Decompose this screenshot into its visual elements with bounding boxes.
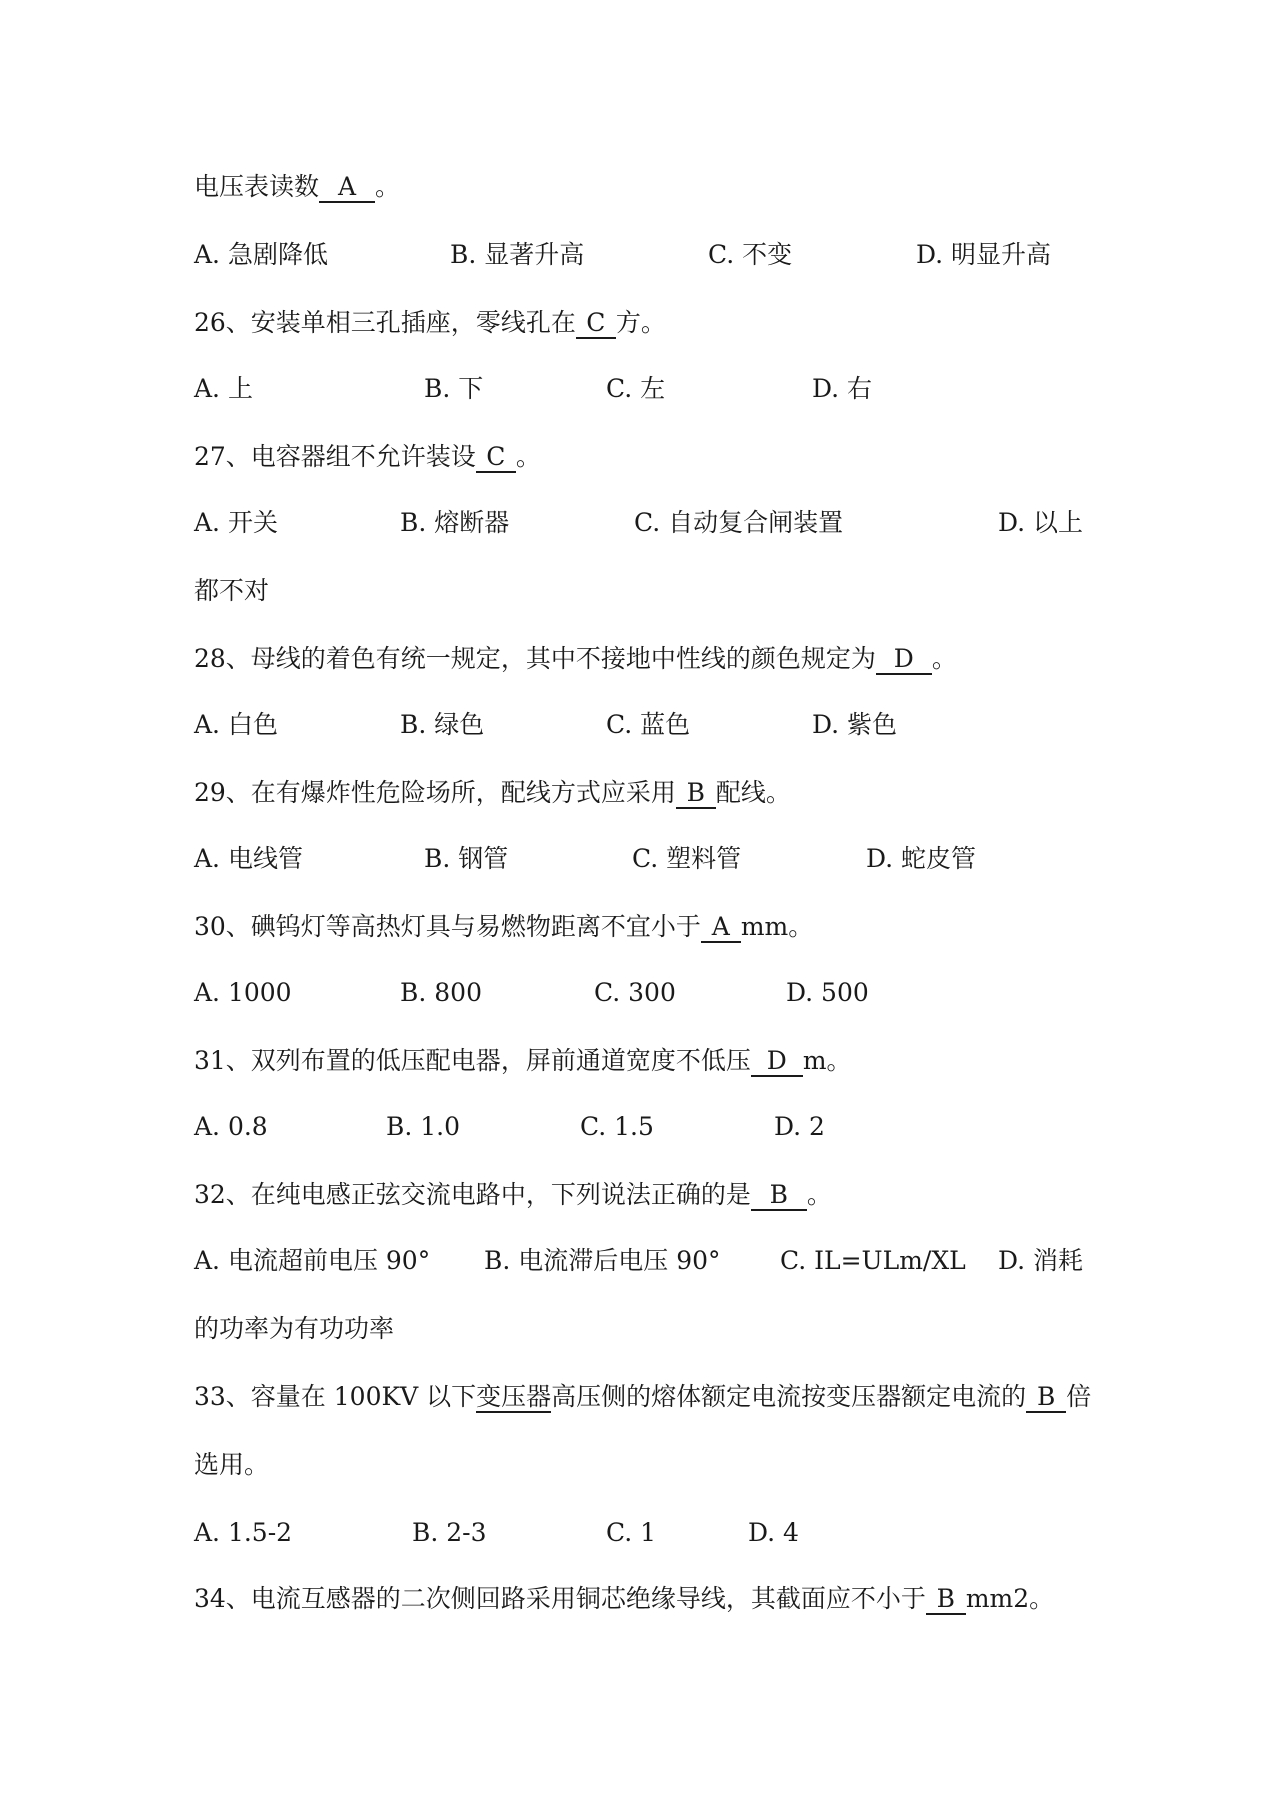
stem-text: 26、安装单相三孔插座，零线孔在 xyxy=(194,308,576,337)
question-33-stem xyxy=(194,1380,1091,1414)
option-b: B. 熔断器 xyxy=(400,508,510,537)
question-29-stem xyxy=(194,776,791,810)
question-33-continuation: 选用。 xyxy=(194,1450,270,1479)
option-b: B. 绿色 xyxy=(400,710,485,739)
option-c: C. IL=ULm/XL xyxy=(780,1246,966,1275)
answer-blank: A xyxy=(319,173,375,203)
option-c: C. 不变 xyxy=(708,240,793,269)
stem-text: m。 xyxy=(802,1046,852,1075)
option-c: C. 塑料管 xyxy=(632,844,742,873)
option-b: B. 2-3 xyxy=(412,1518,487,1547)
stem-text: 30、碘钨灯等高热灯具与易燃物距离不宜小于 xyxy=(194,912,701,941)
option-a: A. 急剧降低 xyxy=(194,240,328,269)
option-c: C. 300 xyxy=(594,978,676,1007)
stem-text: 配线。 xyxy=(715,778,791,807)
question-25-stem xyxy=(194,170,400,204)
stem-text: 。 xyxy=(515,442,541,471)
option-d: D. 紫色 xyxy=(812,710,898,739)
option-b: B. 钢管 xyxy=(424,844,509,873)
answer-blank: A xyxy=(701,913,741,943)
option-b: B. 下 xyxy=(424,374,484,403)
option-b: B. 显著升高 xyxy=(450,240,585,269)
option-b: B. 1.0 xyxy=(386,1112,461,1141)
option-a: A. 电流超前电压 90° xyxy=(194,1246,431,1275)
stem-text: 。 xyxy=(931,644,957,673)
stem-text: 方。 xyxy=(615,308,666,337)
answer-blank: B xyxy=(751,1181,807,1211)
stem-text: mm2。 xyxy=(965,1584,1055,1613)
option-continuation: 都不对 xyxy=(194,576,270,605)
stem-text: 。 xyxy=(806,1180,832,1209)
question-27-stem xyxy=(194,440,541,474)
option-d: D. 500 xyxy=(786,978,869,1007)
option-a: A. 上 xyxy=(194,374,253,403)
option-d: D. 4 xyxy=(748,1518,799,1547)
stem-text: 34、电流互感器的二次侧回路采用铜芯绝缘导线，其截面应不小于 xyxy=(194,1584,926,1613)
option-d: D. 明显升高 xyxy=(916,240,1052,269)
stem-text: 。 xyxy=(375,172,401,201)
answer-blank: B xyxy=(926,1585,966,1615)
option-b: B. 800 xyxy=(400,978,482,1007)
stem-text: 32、在纯电感正弦交流电路中，下列说法正确的是 xyxy=(194,1180,751,1209)
option-b: B. 电流滞后电压 90° xyxy=(484,1246,721,1275)
stem-text: 高压侧的熔体额定电流按变压器额定电流的 xyxy=(551,1382,1027,1411)
answer-blank: B xyxy=(676,779,716,809)
option-c: C. 1 xyxy=(606,1518,657,1547)
option-a: A. 1000 xyxy=(194,978,292,1007)
answer-blank: C xyxy=(576,309,616,339)
option-c: C. 蓝色 xyxy=(606,710,691,739)
stem-text: 33、容量在 100KV 以下 xyxy=(194,1382,477,1411)
option-a: A. 电线管 xyxy=(194,844,303,873)
option-a: A. 白色 xyxy=(194,710,278,739)
option-d: D. 蛇皮管 xyxy=(866,844,977,873)
option-c: C. 1.5 xyxy=(580,1112,654,1141)
option-d: D. 以上 xyxy=(998,508,1084,537)
stem-text: 31、双列布置的低压配电器，屏前通道宽度不低压 xyxy=(194,1046,751,1075)
question-26-stem xyxy=(194,306,666,340)
stem-text: 27、电容器组不允许装设 xyxy=(194,442,476,471)
answer-blank: C xyxy=(476,443,516,473)
question-30-stem xyxy=(194,910,813,944)
underlined-term: 变压器 xyxy=(476,1382,552,1411)
option-d: D. 2 xyxy=(774,1112,825,1141)
stem-text: 倍 xyxy=(1066,1382,1092,1411)
answer-blank: D xyxy=(751,1047,803,1077)
stem-text: 29、在有爆炸性危险场所，配线方式应采用 xyxy=(194,778,676,807)
option-c: C. 自动复合闸装置 xyxy=(634,508,844,537)
option-a: A. 0.8 xyxy=(194,1112,268,1141)
question-32-stem xyxy=(194,1178,832,1212)
answer-blank: B xyxy=(1026,1383,1066,1413)
answer-blank: D xyxy=(876,645,932,675)
option-d: D. 右 xyxy=(812,374,873,403)
option-c: C. 左 xyxy=(606,374,666,403)
option-a: A. 1.5-2 xyxy=(194,1518,293,1547)
stem-text: 28、母线的着色有统一规定，其中不接地中性线的颜色规定为 xyxy=(194,644,876,673)
option-d: D. 消耗 xyxy=(998,1246,1084,1275)
stem-text: 电压表读数 xyxy=(194,172,320,201)
stem-text: mm。 xyxy=(740,912,814,941)
option-continuation: 的功率为有功功率 xyxy=(194,1314,395,1343)
question-31-stem xyxy=(194,1044,852,1078)
question-28-stem xyxy=(194,642,957,676)
option-a: A. 开关 xyxy=(194,508,278,537)
question-34-stem xyxy=(194,1582,1054,1616)
